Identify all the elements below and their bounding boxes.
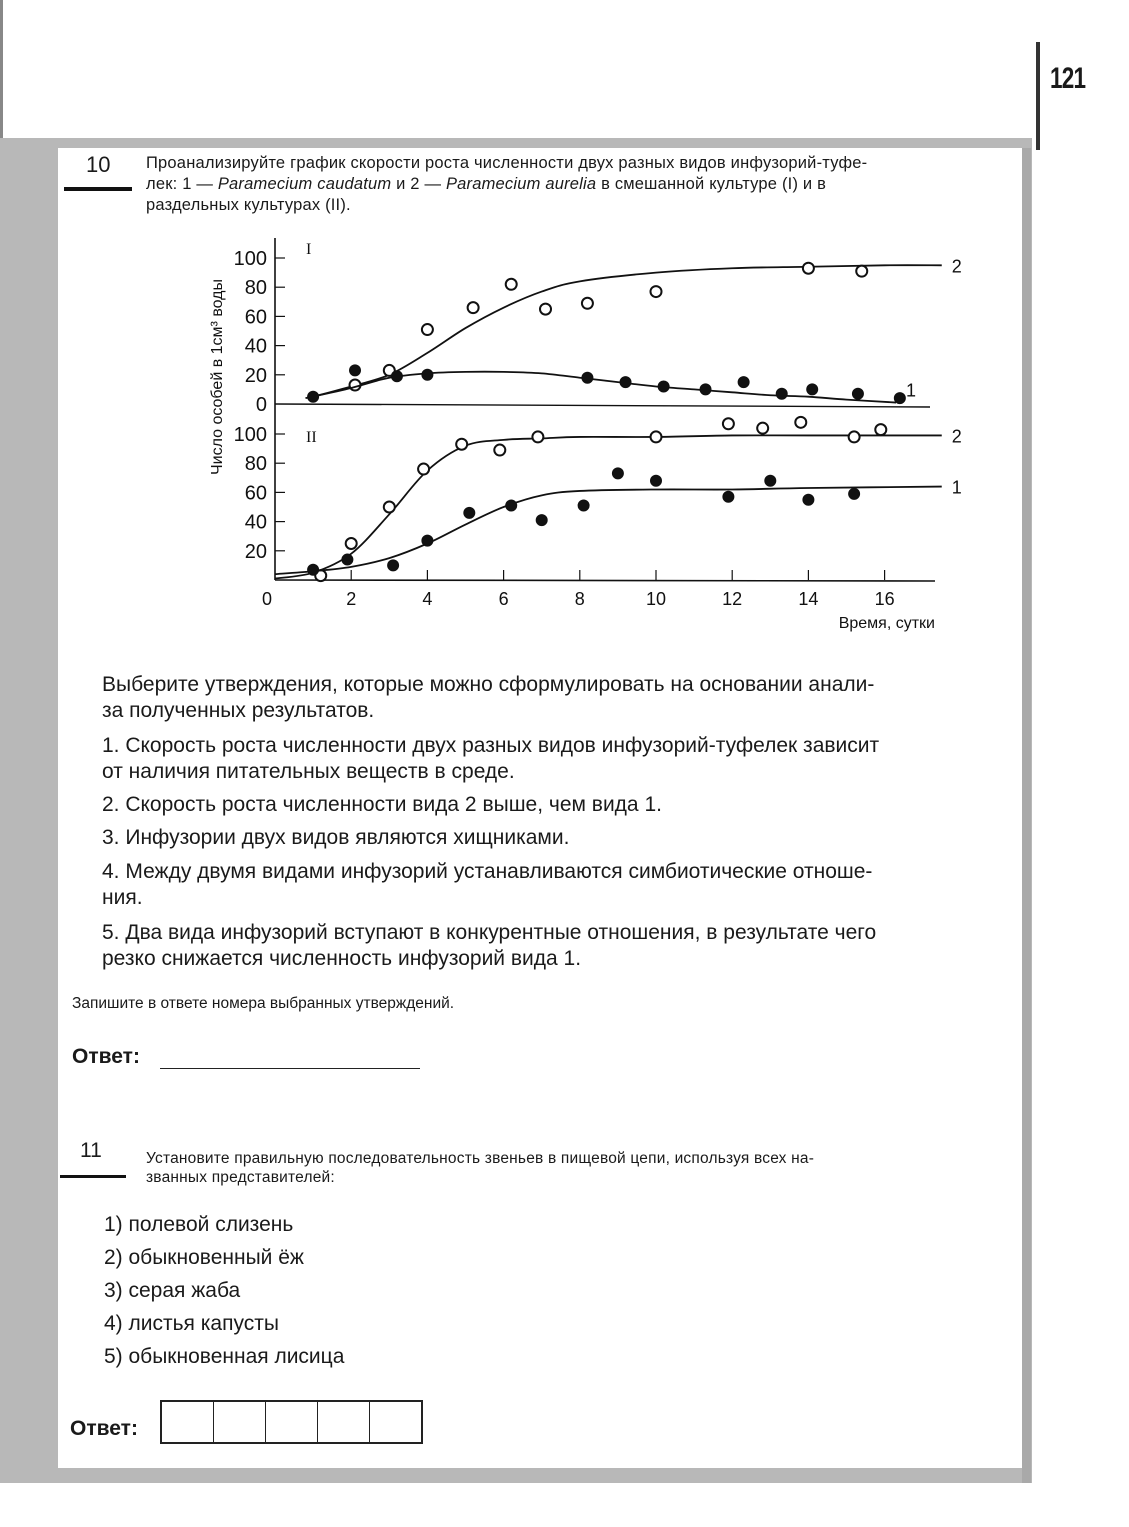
statement-text: от наличия питательных веществ в среде.: [102, 760, 515, 783]
svg-text:Время, сутки: Время, сутки: [838, 615, 935, 632]
statement-5: [102, 920, 1012, 972]
statement-text: ния.: [102, 886, 143, 909]
prompt-line: Выберите утверждения, которые можно сформулировать на основании анали-: [102, 673, 875, 696]
svg-text:2: 2: [346, 589, 357, 609]
answer-cell-3[interactable]: [266, 1402, 318, 1442]
food-chain-option-1: 1) полевой слизень: [104, 1213, 294, 1236]
task-10-answer-field[interactable]: [160, 1068, 420, 1069]
answer-cell-1[interactable]: [162, 1402, 214, 1442]
statement-text: 4. Между двумя видами инфузорий устанавливаются симбиотические отноше-: [102, 860, 873, 883]
food-chain-option-4: 4) листья капусты: [104, 1312, 279, 1335]
svg-text:14: 14: [798, 589, 819, 609]
task-11-intro: [146, 1149, 1012, 1187]
prompt-line: за полученных результатов.: [102, 699, 375, 722]
task-11-underline: [60, 1175, 126, 1178]
statement-text: 2. Скорость роста численности вида 2 выше, чем вида 1.: [102, 793, 662, 816]
task-10-number: 10: [86, 152, 111, 177]
answer-cell-2[interactable]: [214, 1402, 266, 1442]
svg-text:100: 100: [233, 424, 267, 446]
svg-text:I: I: [306, 241, 312, 258]
statement-text: резко снижается численность инфузорий вида 1.: [102, 947, 582, 970]
svg-text:80: 80: [244, 277, 267, 300]
task-11-number: 11: [80, 1139, 102, 1162]
svg-text:20: 20: [244, 364, 267, 387]
svg-text:II: II: [306, 429, 317, 446]
statement-text: 3. Инфузории двух видов являются хищниками.: [102, 826, 570, 849]
svg-text:40: 40: [244, 511, 267, 534]
page-number-rule: [1036, 42, 1040, 150]
task-frame-shadow: [1022, 148, 1031, 1483]
svg-text:2: 2: [951, 256, 962, 277]
task-10-intro-line2: [146, 174, 1014, 195]
intro-text: и 2 —: [391, 175, 446, 193]
svg-text:8: 8: [574, 589, 585, 609]
svg-text:40: 40: [244, 335, 267, 358]
svg-text:20: 20: [244, 540, 267, 563]
statement-3: [102, 825, 1012, 851]
task-10-instruction: Запишите в ответе номера выбранных утверждений.: [72, 995, 455, 1012]
statement-4: [102, 859, 1012, 911]
intro-text: лек: 1 —: [146, 175, 218, 193]
intro-text: в смешанной культуре (I) и в: [596, 175, 827, 193]
chart-series: [275, 256, 962, 581]
species-1-name: Paramecium caudatum: [217, 175, 392, 193]
svg-text:100: 100: [233, 248, 267, 270]
task-11-intro-line2: званных представителей:: [146, 1169, 335, 1186]
task-10-underline: [64, 187, 132, 191]
answer-cell-5[interactable]: [370, 1402, 421, 1442]
task-10-prompt: [102, 672, 1012, 724]
species-2-name: Paramecium aurelia: [445, 175, 597, 193]
svg-text:4: 4: [422, 589, 433, 609]
svg-text:60: 60: [244, 306, 267, 329]
statement-text: 1. Скорость роста численности двух разных видов инфузорий-туфелек зависит: [102, 734, 880, 757]
svg-text:60: 60: [244, 482, 267, 505]
task-11-intro-line1: Установите правильную последовательность звеньев в пищевой цепи, используя всех на-: [146, 1150, 815, 1167]
food-chain-option-2: 2) обыкновенный ёж: [104, 1246, 304, 1269]
statement-2: [102, 792, 1012, 818]
svg-text:0: 0: [261, 589, 273, 609]
svg-text:2: 2: [951, 426, 962, 447]
svg-text:Число особей в 1см³ воды: Число особей в 1см³ воды: [209, 278, 226, 475]
svg-text:80: 80: [244, 453, 267, 476]
task-10-answer-label: Ответ:: [72, 1045, 140, 1068]
food-chain-option-5: 5) обыкновенная лисица: [104, 1345, 345, 1368]
statement-text: 5. Два вида инфузорий вступают в конкурентные отношения, в результате чего: [102, 921, 877, 944]
population-growth-chart: [190, 225, 970, 645]
svg-text:1: 1: [951, 477, 962, 498]
svg-text:12: 12: [722, 589, 743, 609]
svg-text:6: 6: [498, 589, 509, 609]
statement-1: [102, 733, 1012, 785]
task-10-intro-line1: Проанализируйте график скорости роста численности двух разных видов инфузорий-туфе-: [146, 154, 868, 172]
svg-text:16: 16: [874, 589, 895, 609]
svg-text:10: 10: [645, 589, 667, 609]
food-chain-option-3: 3) серая жаба: [104, 1279, 241, 1302]
svg-text:1: 1: [906, 380, 917, 401]
answer-cell-4[interactable]: [318, 1402, 370, 1442]
task-11-answer-label: Ответ:: [70, 1417, 138, 1440]
task-10-intro: [146, 153, 1014, 216]
task-10-intro-line3: раздельных культурах (II).: [146, 196, 351, 214]
svg-text:0: 0: [255, 394, 267, 416]
page-number: 121: [1050, 62, 1086, 95]
task-11-answer-cells: [160, 1400, 423, 1444]
